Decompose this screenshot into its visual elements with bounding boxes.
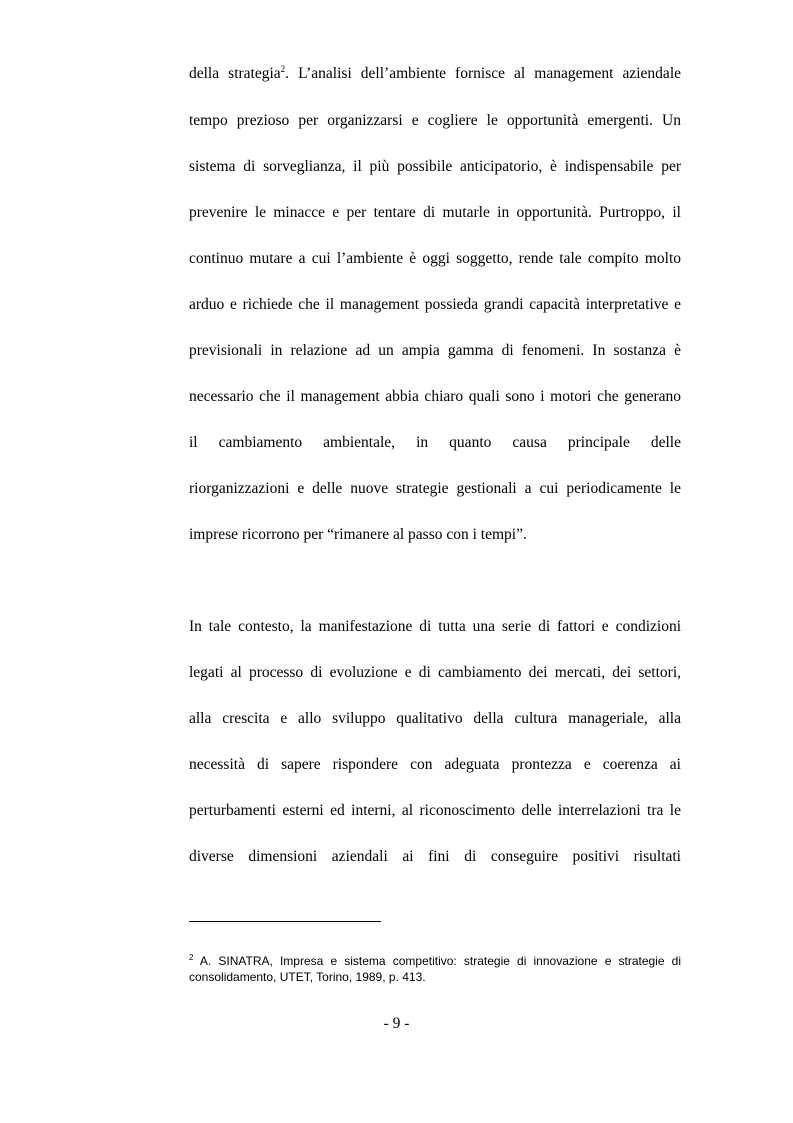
page-number: - 9 - (383, 1015, 410, 1032)
paragraph-1-line-7: previsionali in relazione ad un ampia gamma di fenomeni. In sostanza è (189, 342, 681, 359)
paragraph-1-line-8: necessario che il management abbia chiaro quali sono i motori che generano (189, 388, 681, 405)
paragraph-2-line-3: alla crescita e allo sviluppo qualitativo della cultura manageriale, alla (189, 710, 681, 727)
paragraph-1-line-11: imprese ricorrono per “rimanere al passo con i tempi”. (189, 526, 527, 543)
footnote-line-1 (189, 954, 681, 969)
footnote-number: 2 (189, 953, 194, 962)
paragraph-2-line-5: perturbamenti esterni ed interni, al riconoscimento delle interrelazioni tra le (189, 802, 681, 819)
paragraph-2-line-4: necessità di sapere rispondere con adeguata prontezza e coerenza ai (189, 756, 681, 773)
paragraph-1-line-9: il cambiamento ambientale, in quanto causa principale delle (189, 434, 681, 451)
paragraph-2-line-2: legati al processo di evoluzione e di cambiamento dei mercati, dei settori, (189, 664, 681, 681)
footnote-ref-2[interactable]: 2 (280, 64, 286, 74)
text-run: della strategia (189, 65, 281, 82)
footnote-text: A. SINATRA, Impresa e sistema competitivo: strategie di innovazione e strategie di (193, 954, 681, 968)
paragraph-1-line-2: tempo prezioso per organizzarsi e cogliere le opportunità emergenti. Un (189, 112, 681, 129)
text-run: . L’analisi dell’ambiente fornisce al management aziendale (285, 65, 681, 82)
paragraph-2-line-6: diverse dimensioni aziendali ai fini di conseguire positivi risultati (189, 848, 681, 865)
footnote-line-2: consolidamento, UTET, Torino, 1989, p. 413. (189, 970, 426, 984)
paragraph-1-line-1 (189, 64, 681, 84)
paragraph-1-line-5: continuo mutare a cui l’ambiente è oggi soggetto, rende tale compito molto (189, 250, 681, 267)
paragraph-1-line-3: sistema di sorveglianza, il più possibile anticipatorio, è indispensabile per (189, 158, 681, 175)
paragraph-2-line-1: In tale contesto, la manifestazione di tutta una serie di fattori e condizioni (189, 618, 681, 635)
paragraph-1-line-6: arduo e richiede che il management possieda grandi capacità interpretative e (189, 296, 681, 313)
paragraph-1-line-10: riorganizzazioni e delle nuove strategie gestionali a cui periodicamente le (189, 480, 681, 497)
footnote-separator (189, 921, 381, 922)
paragraph-1-line-4: prevenire le minacce e per tentare di mutarle in opportunità. Purtroppo, il (189, 204, 681, 221)
